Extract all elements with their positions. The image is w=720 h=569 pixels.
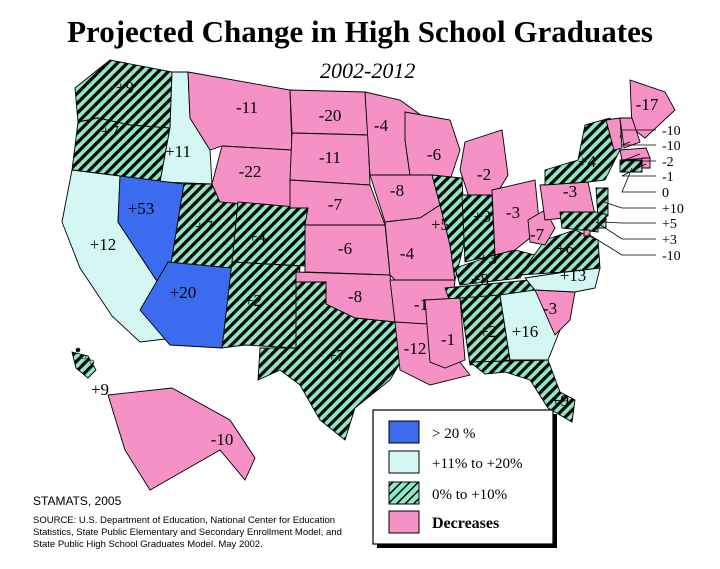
state-value-nv: +53 — [127, 199, 155, 218]
state-value-ne: -7 — [327, 195, 343, 214]
state-value-ok: -8 — [347, 287, 363, 306]
state-value-me: -17 — [635, 95, 659, 114]
state-value-ut: +7 — [194, 217, 214, 236]
state-value-mn: -4 — [373, 116, 389, 135]
state-value-ar: -1 — [413, 295, 429, 314]
hawaii-island-dot — [90, 360, 94, 364]
state-value-ms: -1 — [440, 330, 456, 349]
state-value-wy: -22 — [238, 162, 262, 181]
leader-line-nj — [604, 202, 656, 208]
legend-swatch-from11to20 — [389, 451, 419, 473]
state-value-ny: +4 — [577, 152, 597, 171]
state-value-wi: -6 — [426, 145, 442, 164]
legend-swatch-from0to10 — [389, 482, 419, 504]
state-value-tn: +8 — [470, 270, 490, 289]
legend-label-from0to10: 0% to +10% — [432, 487, 508, 503]
state-value-ks: -6 — [337, 239, 353, 258]
state-value-sd: -11 — [318, 148, 342, 167]
legend-label-from11to20: +11% to +20% — [432, 456, 523, 472]
state-value-co: +4 — [247, 227, 267, 246]
state-value-mt: -11 — [235, 98, 259, 117]
state-value-va: +6 — [555, 239, 575, 258]
legend-swatch-over20 — [389, 421, 419, 443]
state-value-nj: +10 — [662, 202, 684, 217]
state-value-ct: 0 — [662, 186, 669, 201]
credit-text: STAMATS, 2005 — [33, 494, 122, 508]
state-value-hi: +9 — [90, 380, 110, 399]
state-value-ky: +3 — [478, 249, 498, 268]
state-value-vt: -10 — [662, 124, 681, 139]
state-value-in: +3 — [472, 207, 492, 226]
state-value-al: +2 — [478, 322, 498, 341]
legend-label-over20: > 20 % — [432, 426, 476, 442]
state-value-oh: -3 — [505, 203, 521, 222]
state-value-az: +20 — [169, 283, 197, 302]
state-value-mo: -4 — [399, 244, 415, 263]
map-title: Projected Change in High School Graduates — [67, 14, 653, 49]
state-value-wv: -7 — [529, 225, 545, 244]
map-subtitle: 2002-2012 — [320, 58, 416, 83]
state-value-wa: +9 — [115, 78, 135, 97]
hawaii-island-dot — [82, 355, 86, 359]
state-value-nc: +13 — [559, 266, 587, 285]
state-value-tx: +7 — [326, 346, 346, 365]
state-co — [232, 202, 308, 266]
state-value-nd: -20 — [318, 106, 342, 125]
state-value-ak: -10 — [210, 430, 234, 449]
legend-label-decreases: Decreases — [432, 515, 500, 532]
state-value-il: +5 — [430, 215, 450, 234]
state-value-ma: -2 — [662, 155, 674, 170]
state-value-sc: -3 — [542, 299, 558, 318]
state-ri — [642, 158, 650, 168]
hawaii-island-dot — [76, 348, 80, 352]
state-value-nm: +2 — [243, 291, 263, 310]
state-value-nh: -10 — [662, 139, 681, 154]
state-value-ri: -1 — [662, 170, 674, 185]
source-note: SOURCE: U.S. Department of Education, National Center for Education Statistics, State Public Elementary and Secondary Enrollment Model, and State Public High School Graduates Model. May 2002. — [33, 515, 342, 550]
state-value-ga: +16 — [511, 322, 539, 341]
state-value-mi: -2 — [476, 165, 492, 184]
state-value-md: +3 — [662, 233, 677, 248]
state-value-dc: -10 — [662, 249, 681, 264]
state-value-pa: -3 — [562, 182, 578, 201]
state-value-de: +5 — [662, 217, 677, 232]
state-value-la: -12 — [403, 339, 427, 358]
legend-swatch-decreases — [389, 511, 419, 533]
leader-line-de — [603, 222, 656, 223]
state-value-id: +11 — [165, 142, 191, 161]
legend — [373, 410, 557, 548]
state-value-ca: +12 — [89, 235, 117, 254]
state-value-fl: +9 — [550, 391, 570, 410]
state-value-or: +7 — [100, 122, 120, 141]
state-md — [560, 212, 598, 232]
state-value-ia: -8 — [389, 181, 405, 200]
